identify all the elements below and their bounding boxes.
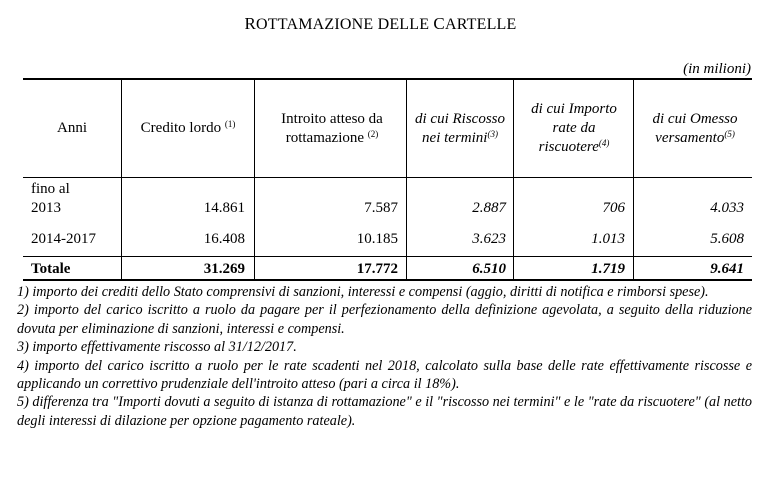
total-label: Totale: [31, 261, 71, 277]
column-divider: [254, 80, 255, 279]
row-2-introito: 10.185: [356, 231, 398, 247]
row-1-importo: 706: [602, 200, 625, 216]
header-anni: Anni: [57, 120, 87, 136]
header-credito-lordo: Credito lordo $^{(1)}$: [140, 119, 236, 136]
total-importo: 1.719: [591, 261, 625, 277]
total-riscosso: 6.510: [472, 261, 506, 277]
table-bottom-rule: [23, 279, 752, 281]
total-credito: 31.269: [203, 261, 245, 277]
row-1-omesso: 4.033: [710, 200, 744, 216]
row-1-anni: fino al 2013: [31, 181, 70, 216]
header-bottom-rule: [23, 177, 752, 178]
header-riscosso: di cui Riscosso nei termini$^{(3)}$: [415, 110, 505, 146]
row-2-omesso: 5.608: [710, 231, 744, 247]
column-divider: [633, 80, 634, 279]
header-omesso: di cui Omesso versamento$^{(5)}$: [652, 110, 738, 146]
total-top-rule: [23, 256, 752, 257]
row-1-riscosso: 2.887: [472, 200, 506, 216]
row-2-anni: 2014-2017: [31, 231, 96, 247]
row-1-introito: 7.587: [364, 200, 398, 216]
footnote-2: 2) importo del carico iscritto a ruolo da pagare per il perfezionamento della definizione agevolata, a seguito della riduzione dovuta per eliminazione di sanzioni, interessi e compensi.: [17, 302, 752, 337]
footnote-5: 5) differenza tra "Importi dovuti a seguito di istanza di rottamazione" e il "riscosso nei termini" e le "rate da riscuotere" (al netto degli interessi di dilazione per opzione pagamento rateale).: [17, 394, 752, 429]
footnote-1: 1) importo dei crediti dello Stato comprensivi di sanzioni, interessi e compensi (aggio, diritti di notifica e rimborsi spese).: [17, 284, 709, 300]
header-importo-rate: di cui Importo rate da riscuotere$^{(4)}$: [531, 101, 617, 155]
footnotes: [17, 283, 752, 430]
page-title: ROTTAMAZIONE DELLE CARTELLE: [244, 14, 517, 33]
row-2-importo: 1.013: [591, 231, 625, 247]
total-introito: 17.772: [356, 261, 398, 277]
unit-label: (in milioni): [683, 61, 751, 77]
row-1-credito: 14.861: [203, 200, 245, 216]
row-2-riscosso: 3.623: [472, 231, 506, 247]
footnote-4: 4) importo del carico iscritto a ruolo per le rate scadenti nel 2018, calcolato sulla base delle rate effettivamente riscosse e applicando un correttivo prudenziale dell'introito atteso (pari a circa il 18%).: [17, 357, 752, 393]
total-omesso: 9.641: [710, 261, 744, 277]
column-divider: [406, 80, 407, 279]
column-divider: [513, 80, 514, 279]
header-introito-atteso: Introito atteso da rottamazione $^{(2)}$: [281, 110, 383, 146]
footnote-3: 3) importo effettivamente riscosso al 31/12/2017.: [17, 339, 297, 356]
row-2-credito: 16.408: [203, 231, 245, 247]
